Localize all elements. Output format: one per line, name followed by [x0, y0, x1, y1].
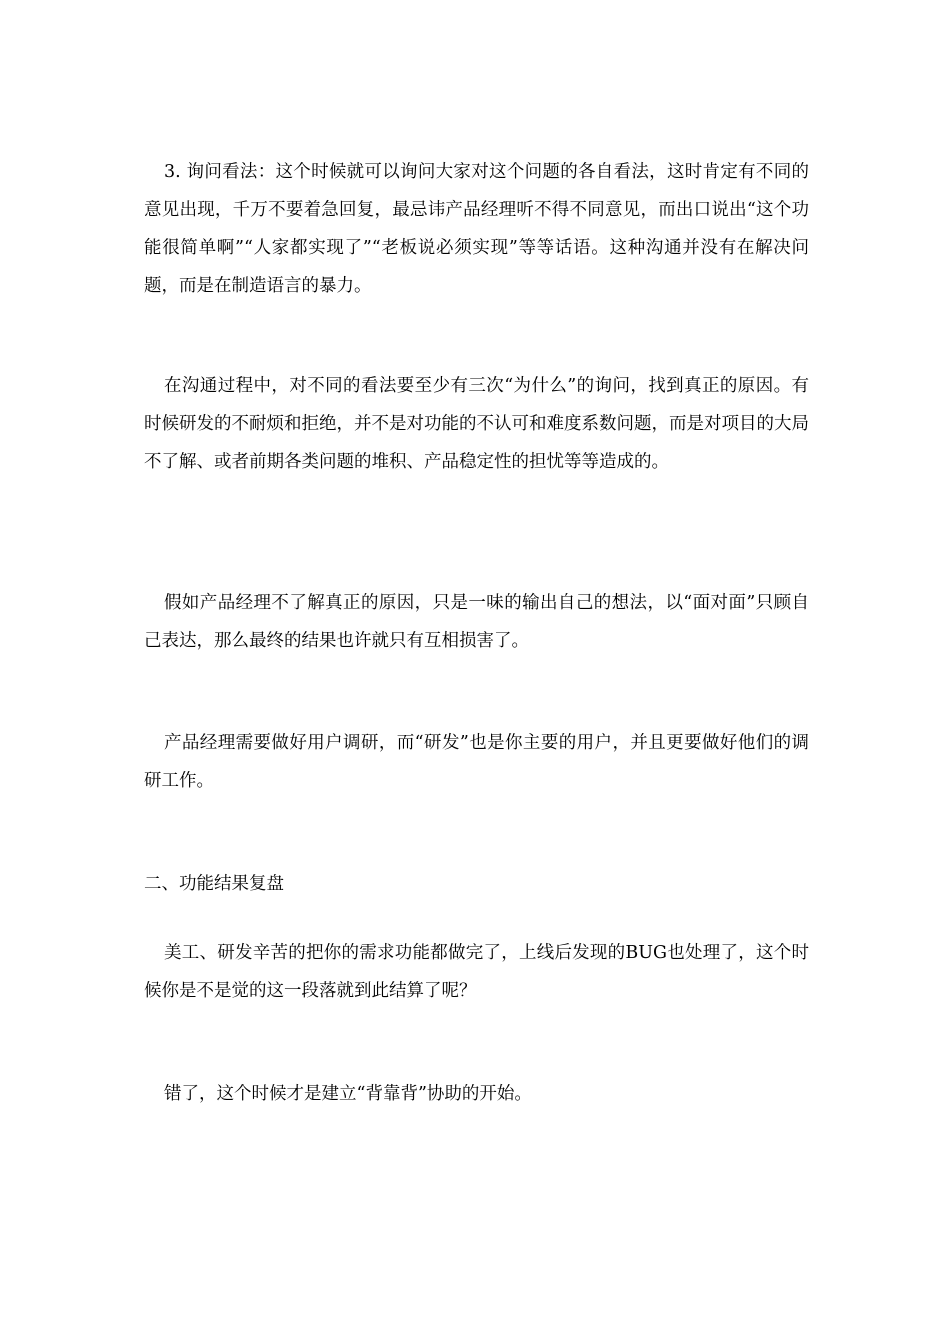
- paragraph-ask-why: 在沟通过程中，对不同的看法要至少有三次“为什么”的询问，找到真正的原因。有时候研发的不耐烦和拒绝，并不是对功能的不认可和难度系数问题，而是对项目的大局不了解、或者前期各类问题的堆积、产品稳定性的担忧等等造成的。: [144, 376, 809, 472]
- paragraph-ask-opinions: 3. 询问看法：这个时候就可以询问大家对这个问题的各自看法，这时肯定有不同的意见出现，千万不要着急回复，最忌讳产品经理听不得不同意见，而出口说出“这个功能很简单啊”“人家都实现了”“老板说必须实现”等等话语。这种沟通并没有在解决问题，而是在制造语言的暴力。: [144, 162, 809, 296]
- paragraph-real-reason: 假如产品经理不了解真正的原因，只是一味的输出自己的想法，以“面对面”只顾自己表达，那么最终的结果也许就只有互相损害了。: [144, 593, 809, 651]
- paragraph-user-research: 产品经理需要做好用户调研，而“研发”也是你主要的用户，并且更要做好他们的调研工作。: [144, 733, 809, 791]
- paragraph-back-to-back: 错了，这个时候才是建立“背靠背”协助的开始。: [164, 1084, 532, 1104]
- section-heading: 二、功能结果复盘: [144, 874, 284, 894]
- paragraph-feature-done: 美工、研发辛苦的把你的需求功能都做完了，上线后发现的BUG也处理了，这个时候你是不是觉的这一段落就到此结算了呢？: [144, 943, 809, 1001]
